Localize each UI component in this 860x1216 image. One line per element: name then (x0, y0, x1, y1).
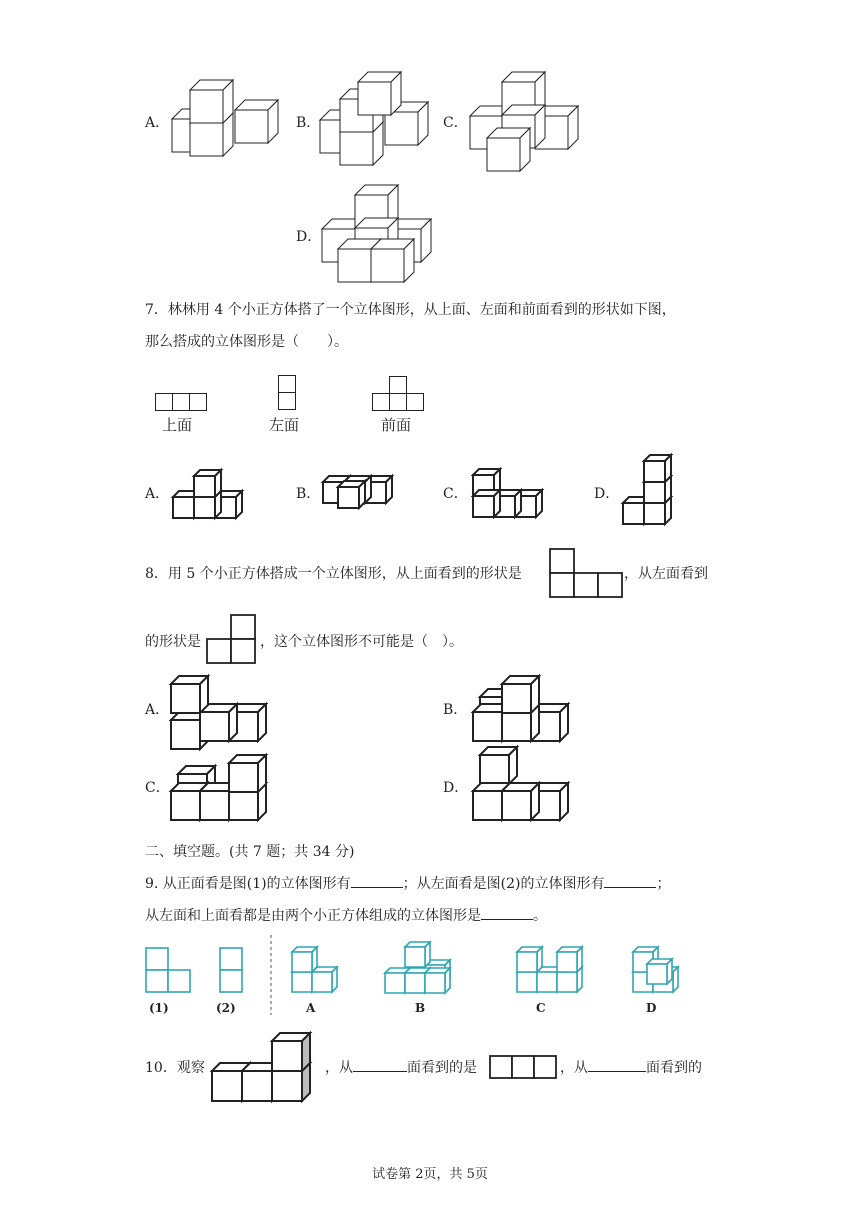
q9-blank-2[interactable] (604, 875, 656, 888)
q7-option-d-figure (622, 453, 678, 525)
q6-option-a-label: A． (145, 115, 170, 131)
q9-figure-2 (219, 947, 243, 995)
q7-top-view-label: 上面 (162, 416, 193, 434)
page-footer: 试卷第 2页，共 5页 (372, 1167, 488, 1182)
q8-option-d-figure (472, 746, 572, 828)
q7-stem-line2: 那么搭成的立体图形是（ ）。 (145, 334, 348, 350)
q8-stem-line1a: 8．用 5 个小正方体搭成一个立体图形，从上面看到的形状是 (145, 566, 522, 582)
q7-option-c-figure (472, 467, 552, 519)
q10-view-figure (489, 1055, 557, 1079)
q9-caption-d: D (646, 1001, 657, 1015)
q10-text-4: 面看到的 (646, 1060, 702, 1076)
q7-front-view (372, 376, 424, 412)
q7-option-c-label: C． (443, 486, 468, 502)
q7-option-a-label: A． (145, 486, 170, 502)
q7-front-view-label: 前面 (381, 416, 412, 434)
q10-prefix: 10．观察 (145, 1060, 205, 1076)
q8-option-a-figure (170, 675, 276, 745)
q9-text-2a: 从左面和上面看都是由两个小正方体组成的立体图形是 (145, 908, 481, 924)
q9-text-1c: ； (656, 876, 671, 892)
q10-text-2: 面看到的是 (407, 1060, 477, 1076)
q7-left-view (278, 375, 296, 411)
q9-blank-1[interactable] (351, 875, 403, 888)
q9-caption-a: A (306, 1001, 316, 1015)
q9-option-a-figure (291, 945, 341, 997)
q10-solid-figure (211, 1028, 323, 1106)
q8-option-b-label: B． (443, 702, 468, 718)
q10-text-3: ，从 (560, 1060, 588, 1076)
q8-option-d-label: D． (443, 780, 469, 796)
q10-text-1: ，从 (325, 1060, 353, 1076)
q7-option-b-label: B． (296, 486, 321, 502)
q8-top-view (549, 548, 623, 598)
q8-option-c-figure (170, 755, 276, 823)
q9-option-c-figure (516, 940, 588, 998)
q9-caption-b: B (415, 1001, 426, 1015)
q10-blank-2[interactable] (588, 1059, 646, 1072)
q7-stem-line1: 7．林林用 4 个小正方体搭了一个立体图形，从上面、左面和前面看到的形状如下图， (145, 302, 676, 318)
q9-caption-2: (2) (216, 1001, 236, 1015)
q9-caption-1: (1) (149, 1001, 169, 1015)
q6-option-c-figure (470, 70, 590, 175)
q9-stem-line2 (145, 906, 547, 926)
q7-option-d-label: D． (594, 486, 620, 502)
q8-stem-line1b: ，从左面看到 (624, 566, 708, 582)
q10-line (325, 1058, 477, 1078)
q8-left-view (206, 614, 258, 664)
q9-stem-line1 (145, 874, 670, 894)
q6-option-d-figure (320, 183, 440, 288)
q6-option-b-label: B． (296, 115, 321, 131)
q6-option-d-label: D． (296, 229, 322, 245)
q8-stem-line2a: 的形状是 (145, 634, 201, 650)
q9-divider (270, 935, 272, 1015)
q8-option-a-label: A． (145, 702, 170, 718)
q9-caption-c: C (536, 1001, 546, 1015)
q7-option-b-figure (322, 474, 398, 510)
q9-option-b-figure (384, 940, 464, 998)
q9-blank-3[interactable] (481, 907, 533, 920)
q6-option-a-figure (170, 78, 290, 160)
q7-top-view (155, 393, 207, 411)
q8-stem-line2b: ，这个立体图形不可能是（ ）。 (260, 634, 463, 650)
q9-figure-1 (145, 947, 191, 995)
q8-option-c-label: C． (145, 780, 170, 796)
q9-option-d-figure (632, 945, 684, 997)
q9-text-1a: 9. 从正面看是图(1)的立体图形有 (145, 876, 351, 892)
q7-left-view-label: 左面 (269, 416, 300, 434)
q8-option-b-figure (472, 675, 578, 745)
q6-option-b-figure (320, 70, 440, 170)
q6-option-c-label: C． (443, 115, 468, 131)
q10-blank-1[interactable] (353, 1059, 407, 1072)
q9-text-1b: ；从左面看是图(2)的立体图形有 (402, 876, 605, 892)
q9-text-2b: 。 (533, 908, 547, 924)
q7-option-a-figure (172, 468, 252, 520)
q10-line-2 (560, 1058, 702, 1078)
section2-heading: 二、填空题。(共 7 题；共 34 分) (145, 844, 355, 860)
